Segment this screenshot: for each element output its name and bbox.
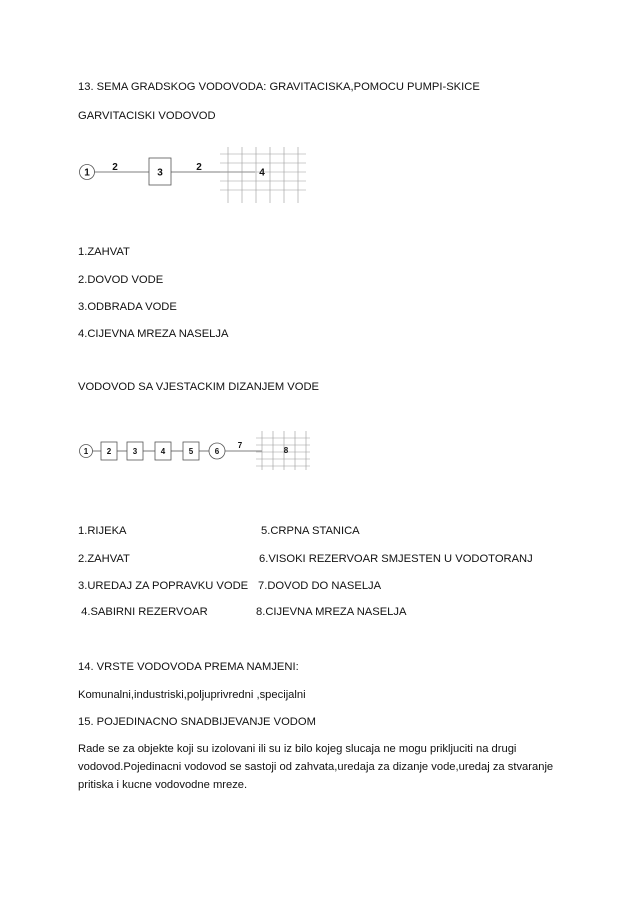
pumped-legend-left-1: 1.RIJEKA [78, 525, 127, 537]
diagram1-node-3-label: 3 [157, 167, 163, 179]
diagram2-node-5-label: 5 [188, 447, 194, 456]
pumped-legend-left-2: 2.ZAHVAT [78, 553, 130, 565]
section-14-heading: 14. VRSTE VODOVODA PREMA NAMJENI: [78, 661, 299, 673]
diagram2-node-6-label: 6 [214, 447, 220, 456]
section-15-paragraph: Rade se za objekte koji su izolovani ili su iz bilo kojeg slucaja ne mogu prikljuciti na drugi vodovod.Pojedinacni vodovod se sastoji od zahvata,uredaja za dizanje vode,uredaj za stvaranje pritiska i kucne vodovodne mreze. [78, 743, 554, 791]
pumped-legend-left-3: 3.UREDAJ ZA POPRAVKU VODE [78, 580, 249, 592]
diagram2-node-2-label: 2 [106, 447, 112, 456]
diagram1-node-1-label: 1 [84, 167, 90, 179]
diagram1-pipe-label-a: 2 [112, 162, 118, 173]
diagram2-network-label: 8 [283, 446, 289, 455]
gravity-legend-item-4: 4.CIJEVNA MREZA NASELJA [78, 328, 229, 340]
diagram2-node-1-label: 1 [83, 447, 89, 456]
pumped-legend-right-6: 6.VISOKI REZERVOAR SMJESTEN U VODOTORANJ [259, 553, 533, 565]
diagram2-node-3-label: 3 [132, 447, 138, 456]
pumped-legend-right-7: 7.DOVOD DO NASELJA [258, 580, 382, 592]
diagram1-pipe-label-b: 2 [196, 162, 202, 173]
water-supply-types: Komunalni,industriski,poljuprivredni ,specijalni [78, 689, 306, 701]
gravity-legend-item-1: 1.ZAHVAT [78, 246, 130, 258]
section-13-heading: 13. SEMA GRADSKOG VODOVODA: GRAVITACISKA,POMOCU PUMPI-SKICE [78, 81, 480, 93]
diagram2-node-4-label: 4 [160, 447, 166, 456]
gravity-subheading: GARVITACISKI VODOVOD [78, 110, 216, 122]
pumped-subheading: VODOVOD SA VJESTACKIM DIZANJEM VODE [78, 381, 319, 393]
gravity-legend-item-3: 3.ODBRADA VODE [78, 301, 177, 313]
pumped-legend-left-4: 4.SABIRNI REZERVOAR [78, 606, 208, 618]
gravity-legend-item-2: 2.DOVOD VODE [78, 274, 164, 286]
diagram2-pipe-label: 7 [237, 441, 243, 450]
pumped-legend-right-5: 5.CRPNA STANICA [261, 525, 360, 537]
section-15-heading: 15. POJEDINACNO SNADBIJEVANJE VODOM [78, 716, 316, 728]
diagram1-node-4-label: 4 [259, 167, 265, 179]
pumped-legend-right-8: 8.CIJEVNA MREZA NASELJA [256, 606, 407, 618]
